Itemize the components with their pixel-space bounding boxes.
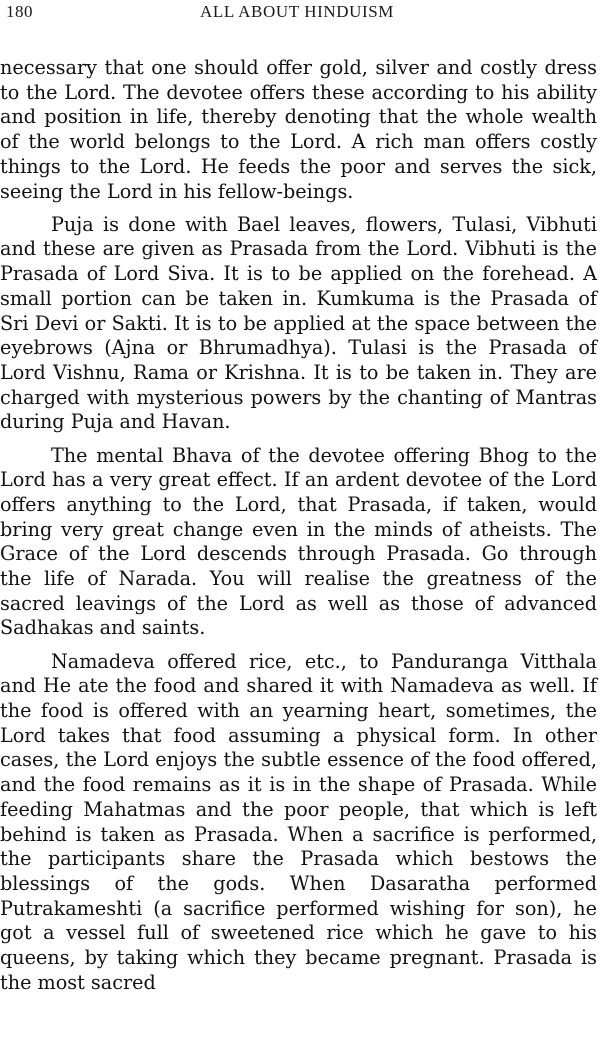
book-title: ALL ABOUT HINDUISM — [200, 2, 395, 21]
page-number: 180 — [6, 2, 33, 21]
body-text — [0, 56, 597, 996]
paragraph-namadeva: Namadeva offered rice, etc., to Panduranga Vitthala and He ate the food and shared it with Namadeva as well. If the food is offered with an yearning heart, sometimes, the Lord takes that food assuming a physical form. In other cases, the Lord enjoys the subtle essence of the food offered, and the food remains as it is in the shape of Prasada. While feeding Mahatmas and the poor people, that which is left behind is taken as Prasada. When a sacrifice is performed, the participants share the Prasada which bestows the blessings of the gods. When Dasaratha performed Putrakameshti (a sacrifice performed wishing for son), he got a vessel full of sweetened rice which he gave to his queens, by taking which they became pregnant. Prasada is the most sacred — [0, 649, 597, 994]
paragraph-continuation: necessary that one should offer gold, silver and costly dress to the Lord. The devotee offers these according to his ability and position in life, thereby denoting that the whole wealth of the world belongs to the Lord. A rich man offers costly things to the Lord. He feeds the poor and serves the sick, seeing the Lord in his fellow-beings. — [0, 56, 597, 203]
paragraph-puja: Puja is done with Bael leaves, flowers, Tulasi, Vibhuti and these are given as Prasada from the Lord. Vibhuti is the Prasada of Lord Siva. It is to be applied on the forehead. A small portion can be taken in. Kumkuma is the Prasada of Sri Devi or Sakti. It is to be applied at the space between the eyebrows (Ajna or Bhrumadhya). Tulasi is the Prasada of Lord Vishnu, Rama or Krishna. It is to be taken in. They are charged with mysterious powers by the chanting of Mantras during Puja and Havan. — [0, 212, 597, 434]
paragraph-bhava: The mental Bhava of the devotee offering Bhog to the Lord has a very great effect. If an ardent devotee of the Lord offers anything to the Lord, that Prasada, if taken, would bring very great change even in the minds of atheists. The Grace of the Lord descends through Prasada. Go through the life of Narada. You will realise the greatness of the sacred leavings of the Lord as well as those of advanced Sadhakas and saints. — [0, 443, 597, 640]
running-head — [0, 2, 600, 24]
